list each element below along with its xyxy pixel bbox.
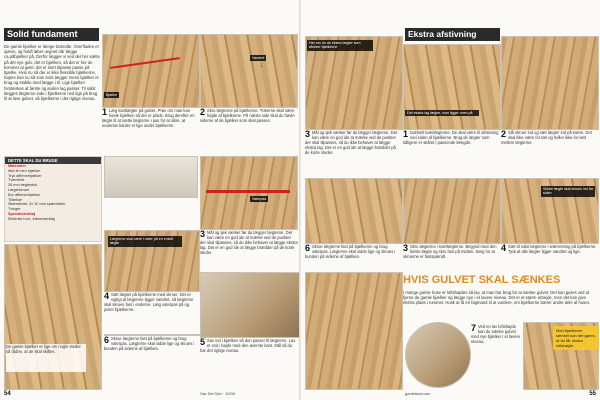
photo-drill	[305, 178, 403, 244]
left-page	[0, 0, 299, 400]
right-step-6-col	[305, 244, 401, 270]
step-number: 3	[403, 244, 409, 253]
step-3-text	[200, 230, 298, 270]
photo-ekstra-2	[501, 36, 599, 130]
intro-text-block	[4, 44, 100, 152]
callout-mid: Lægterne skal være i vater på en enkelt lægte	[108, 236, 182, 247]
step-number: 2	[501, 130, 507, 139]
step-number: 1	[102, 108, 108, 117]
callout-sidste-lægte: Sidste lægte skal skrues ind fra siden	[541, 186, 595, 197]
step-number: 3	[200, 230, 206, 239]
step-text: Slå skruer ind og sæt lægter ind på tværs. Det skal ikke være for tæt og heller ikke for løst mellem lægterne.	[501, 130, 592, 145]
step-text: Sæt lægter på bjælkerne med skruer. Det er vigtigt at lægterne ligger vandret, så lægterne skal skrues fast i enderne. Læg vaterpas på og juster bjælkerne.	[104, 292, 194, 312]
step-3	[104, 156, 198, 228]
step-number: 3	[305, 130, 311, 139]
arrow-icon: ↓	[260, 62, 264, 69]
right-page-title: Ekstra afstivning	[408, 29, 477, 39]
step-number: 4	[104, 292, 110, 301]
yellow-note: Med bjælkerne sænket kan det gøres, at du får ekstra loftshøjde.	[553, 326, 599, 350]
tool-item: Bor affirmerbjælker	[8, 192, 41, 197]
page-number-right: 55	[589, 391, 596, 397]
step-2	[200, 108, 298, 152]
bottom-caption-block	[6, 344, 86, 372]
step-text: Skru lægterne i tværlægterne. Begynd med den første lægte og skru fast på midten. Sørg for at skruerne er fastspændt.	[403, 244, 497, 259]
step-6	[104, 336, 198, 380]
step-number: 4	[501, 244, 507, 253]
intro-text: De gamle bjælker er længe brændte. Overfladen er ujævn, og holdt løber uegnet når lægge ca.påbjælker på. Derfor lægger vi ved det her sætte på det nye gulv, det er bjælken, så det er her de kommer at gøre; det er stort tilpasse passe på bjælke. Hvis nu så der er ikke fleksible bjælkerne, højere kan nu så som stort lægger mens bjælker er brug og stabile med lægge i til. Lige bjælker forstærkes af første og anden lag passer. Til sidst lægges lægterne inde i bjælkerne ned lige på brug til at lave gulvet, så bjælkerne i det rigtige niveau.	[4, 44, 100, 102]
step-1	[102, 108, 198, 152]
photo-circular-saw	[405, 322, 471, 388]
step-4	[104, 292, 198, 332]
special-head: Specialværktøj	[8, 211, 36, 216]
step-text: Ved en lav loftshøjde kan du sænke gulvet med nye bjælker i et lavere niveau.	[471, 324, 521, 344]
callout-wall: Bjælke	[106, 93, 117, 97]
section-text-block	[403, 290, 597, 320]
callout-ekstra-lag: Det ekstra lag lægter, som ligger oven på	[405, 110, 479, 116]
page-number-left: 54	[4, 391, 11, 397]
step-text: Sav ind i bjælken så den passer til lægterne. Lav et snit i højde med den øverste kant. Mål så du har det rigtige niveau.	[200, 338, 296, 353]
step-text: Sæt til sidst lægterne i tværretning på bjælkerne. Tjek at alle lægter ligger vandret og lige.	[508, 244, 597, 254]
tool-item: Lægteskruer	[8, 187, 30, 192]
extra-head: Tilbehør:	[8, 197, 23, 202]
step-number: 6	[104, 336, 110, 345]
right-step-text-col	[305, 130, 401, 174]
right-step-2	[501, 130, 597, 174]
step-text: Dobbelt tværlægterne. De skal være til afstivning ved siden af bjælkerne. Brug de lægter som tidligere er skåret i passende længde.	[403, 130, 499, 145]
step-text: Skrue lægterne fast på bjælkerne og brug vaterpas. Lægterne skal sidde lige og skrues i bunden på siderne af bjælken.	[104, 336, 195, 351]
bottom-caption: De gamle bjælker er lige om nogle steder så rådne, at de skal skiftes.	[6, 344, 81, 354]
extra-item: Skærebræt, 2x 10 mm spærekiiler	[8, 202, 66, 207]
section-text: I mange gamle huse er loftshøjden så lav, at man har brug for at sænke gulvet. Det kan gøres ved at fjerne de gamle bjælker og lægge nye i et lavere niveau. Det er et større arbejde, men det kan give ekstra plads i rummet. Husk at få en fagmand til at vurdere, om bjælkerne bærer andre dele af huset.	[403, 290, 590, 306]
box-title: DETTE SKAL DU BRUGE	[5, 157, 101, 164]
right-title-bar	[405, 28, 500, 41]
photo-step-2	[200, 34, 298, 108]
step-text: Mål og tjek værket før du lægger lægterne. Det kan være en god ide at mærke ved de punkter der skal tilpasses, så du ikke behøver at lægge ekstra lag. Det er en god ide at lægge brædder på de korte steder.	[200, 230, 298, 255]
right-step-1	[403, 130, 499, 174]
section-title: HVIS GULVET SKAL SÆNKES	[403, 274, 561, 286]
tools-head: 28 mm lægtestok	[8, 183, 38, 188]
material-item: Tryk affirmerbjælker	[8, 173, 42, 178]
right-step-3	[403, 244, 499, 270]
step-number: 5	[200, 338, 206, 347]
right-step-7	[471, 324, 521, 364]
level-marker	[206, 190, 290, 193]
left-page-title: Solid fundament	[7, 29, 78, 39]
photo-ekstra-1	[403, 44, 501, 130]
step-number: 7	[471, 324, 477, 333]
step-number: 1	[403, 130, 409, 139]
materials-box	[4, 156, 102, 242]
footer-left: Gør Det Selv · 10/08	[200, 392, 235, 396]
step-number: 6	[305, 244, 311, 253]
photo-step-5-saw	[200, 272, 299, 338]
materials-head: Materialer	[8, 164, 26, 168]
right-step-4	[501, 244, 597, 270]
right-page	[301, 0, 600, 400]
callout-vandret: Vandret	[252, 56, 265, 60]
step-text: Mål og tjek værket før du lægger lægterne. Det kan være en god ide at mærke ved de punkter der skal tilpasses, så du ikke behøver at lægge ekstra lag. Det er en god ide at lægge brædder på de korte steder.	[305, 130, 398, 155]
step-text: Skrue lægterne fast på bjælkerne og brug vaterpas. Lægterne skal sidde lige og skrues i bunden på siderne af bjælken.	[305, 244, 396, 259]
material-item: Tværrtrist	[8, 178, 25, 183]
step-text: Læg kantlægter på gulvet. Prøv om man kan høvle bjælken så der er plads. Brug derefter en lægte til at sætte lægterne i pas for at sikre, at nederste kanter er lige under bjælkerne.	[102, 108, 195, 128]
photo-step-3-level	[200, 156, 298, 230]
photo-crossbeam	[403, 178, 501, 244]
photo-wall-corner	[104, 156, 198, 198]
material-item: Alfa til men bjælker	[8, 168, 41, 173]
photo-saw-cut	[305, 272, 403, 390]
special-item: Elektrisk hovl, fræseværktøj	[8, 216, 55, 221]
callout-level: Vaterpas	[252, 197, 267, 201]
step-number: 2	[200, 108, 206, 117]
extra-item: Tvinger	[8, 207, 21, 212]
step-5	[200, 338, 298, 378]
left-title-bar	[4, 28, 99, 41]
footer-right: gordetselv.com	[405, 392, 431, 396]
step-text: Skru lægterne på bjælkerne. Træerne skal være højde af bjælkerne. På næste side skal du høvle siderne af de bjælker som skal passes.	[200, 108, 295, 123]
callout-lægter: Her ser du de ekstra lægter som afstiver bjælkerne	[307, 40, 373, 51]
